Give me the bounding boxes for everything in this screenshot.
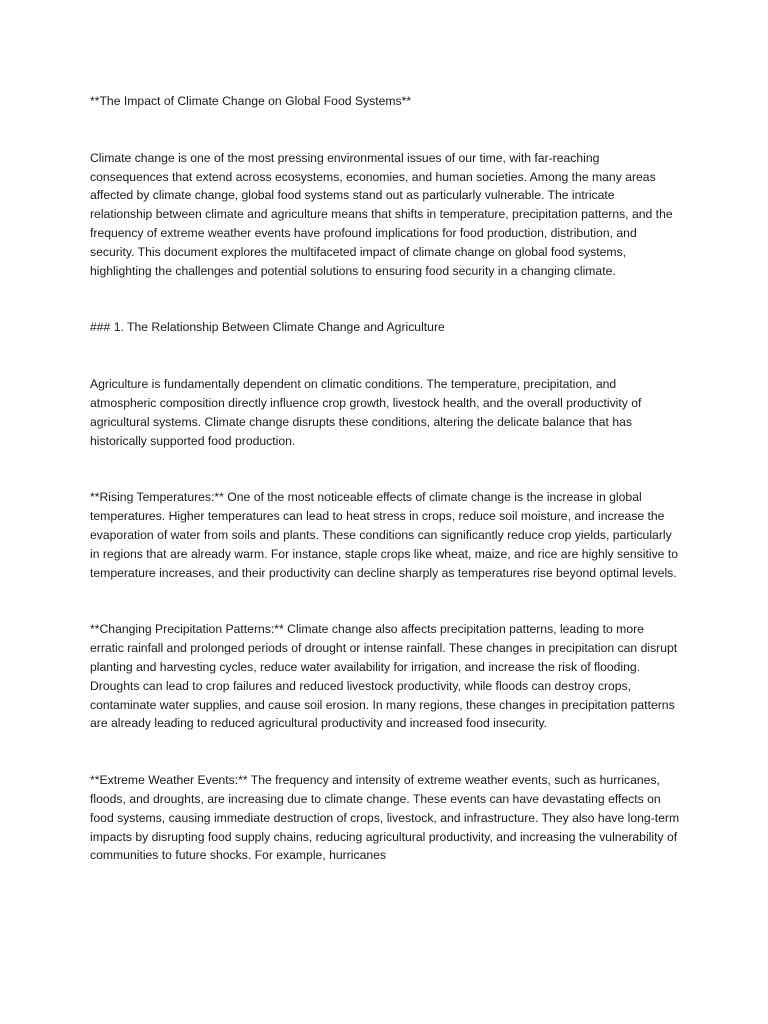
document-title: **The Impact of Climate Change on Global Food Systems** [90,94,412,108]
intro-paragraph: Climate change is one of the most pressing environmental issues of our time, with far-reaching consequences that extend across ecosystems, economies, and human societies. Among the many areas affected by climate change, global food systems stand out as particularly vulnerable. The intricate relationship between climate and agriculture means that shifts in temperature, precipitation patterns, and the frequency of extreme weather events have profound implications for food production, distribution, and security. This document explores the multifaceted impact of climate change on global food systems, highlighting the challenges and potential solutions to ensuring food security in a changing climate. [90,150,673,278]
document-body [90,92,680,865]
changing-precipitation-paragraph: **Changing Precipitation Patterns:** Climate change also affects precipitation patterns, leading to more erratic rainfall and prolonged periods of drought or intense rainfall. These changes in precipitation can disrupt planting and harvesting cycles, reduce water availability for irrigation, and increase the risk of flooding. Droughts can lead to crop failures and reduced livestock productivity, while floods can destroy crops, contaminate water supplies, and cause soil erosion. In many regions, these changes in precipitation patterns are already leading to reduced agricultural productivity and increased food insecurity. [90,622,678,731]
section-heading: ### 1. The Relationship Between Climate Change and Agriculture [90,320,445,335]
section-intro-paragraph: Agriculture is fundamentally dependent on climatic conditions. The temperature, precipitation, and atmospheric composition directly influence crop growth, livestock health, and the overall productivity of agricultural systems. Climate change disrupts these conditions, altering the delicate balance that has historically supported food production. [90,377,642,448]
extreme-weather-paragraph: **Extreme Weather Events:** The frequency and intensity of extreme weather events, such as hurricanes, floods, and droughts, are increasing due to climate change. These events can have devastating effects on food systems, causing immediate destruction of crops, livestock, and infrastructure. They also have long-term impacts by disrupting food supply chains, reducing agricultural productivity, and increasing the vulnerability of communities to future shocks. For example, hurricanes [90,773,680,863]
rising-temperatures-paragraph: **Rising Temperatures:** One of the most noticeable effects of climate change is the increase in global temperatures. Higher temperatures can lead to heat stress in crops, reduce soil moisture, and increase the evaporation of water from soils and plants. These conditions can significantly reduce crop yields, particularly in regions that are already warm. For instance, staple crops like wheat, maize, and rice are highly sensitive to temperature increases, and their productivity can decline sharply as temperatures rise beyond optimal levels. [90,490,678,580]
